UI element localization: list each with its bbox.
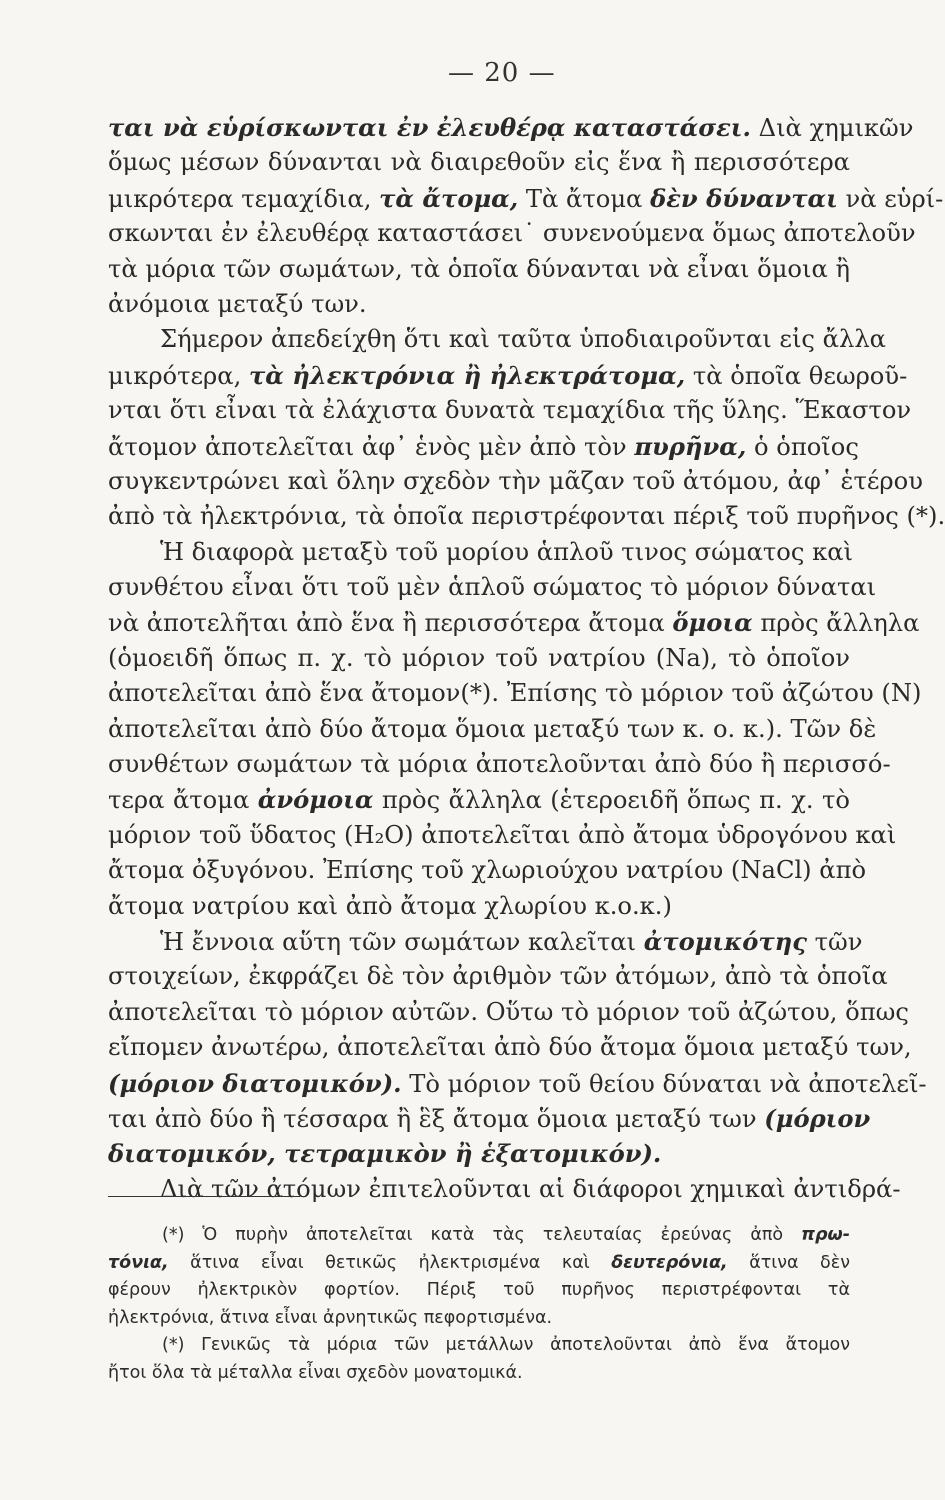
paragraph-emphasis: ἀνόμοια	[257, 785, 374, 815]
paragraph-line	[108, 358, 908, 393]
paragraph-line	[108, 1172, 901, 1207]
paragraph-line	[108, 216, 916, 251]
footnote-emphasis: δευτερόνια,	[611, 1252, 728, 1273]
paragraph-emphasis: ὅμοια	[672, 608, 753, 638]
paragraph-text: ται ἀπὸ δύο ἢ τέσσαρα ἢ ἓξ ἄτομα ὅμοια μεταξύ των	[108, 1104, 765, 1133]
paragraph-line	[108, 322, 886, 357]
paragraph-text: μικρότερα τεμαχίδια,	[108, 184, 380, 213]
paragraph-text: νὰ εὑρί-	[837, 184, 944, 213]
footnotes	[108, 1222, 850, 1388]
paragraph-text: ἀπὸ τὰ ἠλεκτρόνια, τὰ ὁποῖα περιστρέφονται πέριξ τοῦ πυρῆνος (*).	[108, 502, 945, 531]
paragraph-emphasis: ἀτομικότης	[643, 926, 807, 956]
paragraph-text: τῶν	[806, 927, 863, 956]
paragraph-text: Διὰ τῶν ἀτόμων ἐπιτελοῦνται αἱ διάφοροι χημικαὶ ἀντιδρά-	[160, 1174, 901, 1203]
paragraph-line	[108, 712, 877, 747]
footnote-emphasis: τόνια,	[108, 1252, 169, 1273]
page-number: — 20 —	[448, 58, 556, 88]
footnote-text: (*) Ὁ πυρὴν ἀποτελεῖται κατὰ τὰς τελευταίας ἐρεύνας ἀπὸ	[162, 1225, 802, 1245]
paragraph-line	[108, 605, 920, 640]
footnote-text: ἅτινα δὲν	[727, 1252, 850, 1273]
paragraph-emphasis: (μόριον	[764, 1103, 871, 1133]
paragraph-emphasis: (μόριον διατομικόν).	[108, 1068, 402, 1098]
paragraph-line	[108, 181, 944, 216]
paragraph-line	[108, 641, 850, 676]
paragraph-line	[108, 959, 888, 994]
paragraph-line	[108, 110, 914, 145]
paragraph-line	[108, 145, 850, 180]
footnote-line	[108, 1277, 850, 1305]
paragraph-line	[108, 1066, 927, 1101]
paragraph-line	[108, 995, 909, 1030]
paragraph-emphasis: δὲν δύνανται	[650, 183, 838, 213]
paragraph-text: τὰ μόρια τῶν σωμάτων, τὰ ὁποῖα δύνανται νὰ εἶναι ὅμοια ἢ	[108, 254, 850, 283]
footnote-divider	[108, 1196, 300, 1197]
footnote-emphasis: πρω-	[801, 1225, 850, 1245]
paragraph-text: σκωνται ἐν ἐλευθέρᾳ καταστάσει˙ συνενούμενα ὅμως ἀποτελοῦν	[108, 219, 916, 248]
paragraph-emphasis: ται νὰ εὑρίσκωνται ἐν ἐλευθέρᾳ καταστάσει.	[108, 113, 751, 142]
paragraph-line	[108, 287, 850, 322]
paragraph-text: ἀποτελεῖται ἀπὸ δύο ἄτομα ὅμοια μεταξύ των κ. ο. κ.). Τῶν δὲ	[108, 714, 877, 743]
paragraph-line	[108, 1136, 850, 1171]
footnote-text: φέρουν ἠλεκτρικὸν φορτίον. Πέριξ τοῦ πυρῆνος περιστρέφονται τὰ	[108, 1280, 850, 1301]
paragraph-text: Ἡ ἔννοια αὕτη τῶν σωμάτων καλεῖται	[160, 927, 644, 956]
paragraph-text: ἀποτελεῖται ἀπὸ ἕνα ἄτομον(*). Ἐπίσης τὸ μόριον τοῦ ἀζώτου (N)	[108, 679, 922, 708]
paragraph-line	[108, 782, 850, 817]
paragraph-emphasis: τὰ ἄτομα,	[379, 183, 519, 213]
paragraph-text: Σήμερον ἀπεδείχθη ὅτι καὶ ταῦτα ὑποδιαιροῦνται εἰς ἄλλα	[160, 325, 886, 354]
paragraph-text: ἀποτελεῖται τὸ μόριον αὐτῶν. Οὕτω τὸ μόριον τοῦ ἀζώτου, ὅπως	[108, 997, 909, 1026]
paragraph-line	[108, 853, 867, 888]
paragraph-line	[108, 252, 850, 287]
paragraph-text: στοιχείων, ἐκφράζει δὲ τὸν ἀριθμὸν τῶν ἀτόμων, ἀπὸ τὰ ὁποῖα	[108, 962, 888, 991]
paragraph-text: νται ὅτι εἶναι τὰ ἐλάχιστα δυνατὰ τεμαχίδια τῆς ὕλης. Ἕκαστον	[108, 396, 912, 425]
paragraph-text: ἄτομα νατρίου καὶ ἀπὸ ἄτομα χλωρίου κ.ο.κ.)	[108, 891, 672, 920]
paragraph-line	[108, 1101, 871, 1136]
paragraph-text: τερα ἄτομα	[108, 786, 258, 815]
paragraph-text: τὰ ὁποῖα θεωροῦ-	[685, 361, 908, 390]
paragraph-text: Τὰ ἄτομα	[518, 184, 651, 213]
paragraph-text: Τὸ μόριον τοῦ θείου δύναται νὰ ἀποτελεῖ-	[401, 1069, 927, 1098]
footnote-text: ἤτοι ὅλα τὰ μέταλλα εἶναι σχεδὸν μονατομικά.	[108, 1362, 523, 1383]
paragraph-line	[108, 570, 877, 605]
paragraph-line	[108, 535, 854, 570]
footnote-line	[108, 1332, 850, 1360]
paragraph-text: συγκεντρώνει καὶ ὅλην σχεδὸν τὴν μᾶζαν τοῦ ἀτόμου, ἀφ᾿ ἑτέρου	[108, 466, 923, 495]
paragraph-text: Διὰ χημικῶν	[750, 114, 914, 142]
footnote-line	[108, 1250, 850, 1278]
paragraph-text: μικρότερα,	[108, 361, 249, 390]
paragraph-text: ἀνόμοια μεταξύ των.	[108, 289, 367, 318]
paragraph-line	[108, 1030, 912, 1065]
paragraph-line	[108, 429, 859, 464]
paragraph-text: νὰ ἀποτελῆται ἀπὸ ἕνα ἢ περισσότερα ἄτομα	[108, 609, 673, 638]
paragraph-text: συνθέτου εἶναι ὅτι τοῦ μὲν ἁπλοῦ σώματος τὸ μόριον δύναται	[108, 573, 877, 602]
paragraph-line	[108, 393, 912, 428]
paragraph-line	[108, 924, 863, 959]
footnote-text: (*) Γενικῶς τὰ μόρια τῶν μετάλλων ἀποτελοῦνται ἀπὸ ἕνα ἄτομον	[162, 1335, 850, 1356]
paragraph-text: πρὸς ἄλληλα	[752, 609, 920, 638]
footnote-line	[108, 1222, 850, 1250]
paragraph-text: ὅμως μέσων δύνανται νὰ διαιρεθοῦν εἰς ἕνα ἢ περισσότερα	[108, 148, 850, 177]
paragraph-line	[108, 818, 897, 853]
paragraph-text: ὁ ὁποῖος	[746, 432, 859, 461]
paragraph-emphasis: τὰ ἠλεκτρόνια ἢ ἠλεκτράτομα,	[248, 360, 686, 390]
paragraph-line	[108, 499, 945, 534]
paragraph-text: πρὸς ἄλληλα (ἑτεροειδῆ ὅπως π. χ. τὸ	[373, 786, 850, 815]
paragraph-text: εἴπομεν ἀνωτέρω, ἀποτελεῖται ἀπὸ δύο ἄτομα ὅμοια μεταξύ των,	[108, 1033, 912, 1062]
paragraph-text: (ὁμοειδῆ ὅπως π. χ. τὸ μόριον τοῦ νατρίου (Na), τὸ ὁποῖον	[108, 643, 850, 672]
body-text	[108, 110, 945, 1207]
paragraph-line	[108, 747, 891, 782]
footnote-text: ἠλεκτρόνια, ἅτινα εἶναι ἀρνητικῶς πεφορτισμένα.	[108, 1307, 553, 1328]
paragraph-emphasis: πυρῆνα,	[634, 431, 747, 461]
paragraph-emphasis: διατομικόν, τετραμικὸν ἢ ἑξατομικόν).	[108, 1139, 662, 1169]
footnote-line	[108, 1360, 850, 1388]
paragraph-text: ἄτομον ἀποτελεῖται ἀφ᾿ ἑνὸς μὲν ἀπὸ τὸν	[108, 432, 635, 461]
paragraph-line	[108, 676, 922, 711]
paragraph-line	[108, 464, 923, 499]
paragraph-text: συνθέτων σωμάτων τὰ μόρια ἀποτελοῦνται ἀπὸ δύο ἢ περισσό-	[108, 750, 891, 779]
footnote-text: ἅτινα εἶναι θετικῶς ἠλεκτρισμένα καὶ	[168, 1252, 612, 1273]
paragraph-line	[108, 889, 850, 924]
footnote-line	[108, 1305, 850, 1333]
paragraph-text: μόριον τοῦ ὕδατος (H₂O) ἀποτελεῖται ἀπὸ ἄτομα ὑδρογόνου καὶ	[108, 820, 897, 849]
paragraph-text: ἄτομα ὀξυγόνου. Ἐπίσης τοῦ χλωριούχου νατρίου (NaCl) ἀπὸ	[108, 856, 867, 885]
paragraph-text: Ἡ διαφορὰ μεταξὺ τοῦ μορίου ἁπλοῦ τινος σώματος καὶ	[160, 537, 854, 566]
